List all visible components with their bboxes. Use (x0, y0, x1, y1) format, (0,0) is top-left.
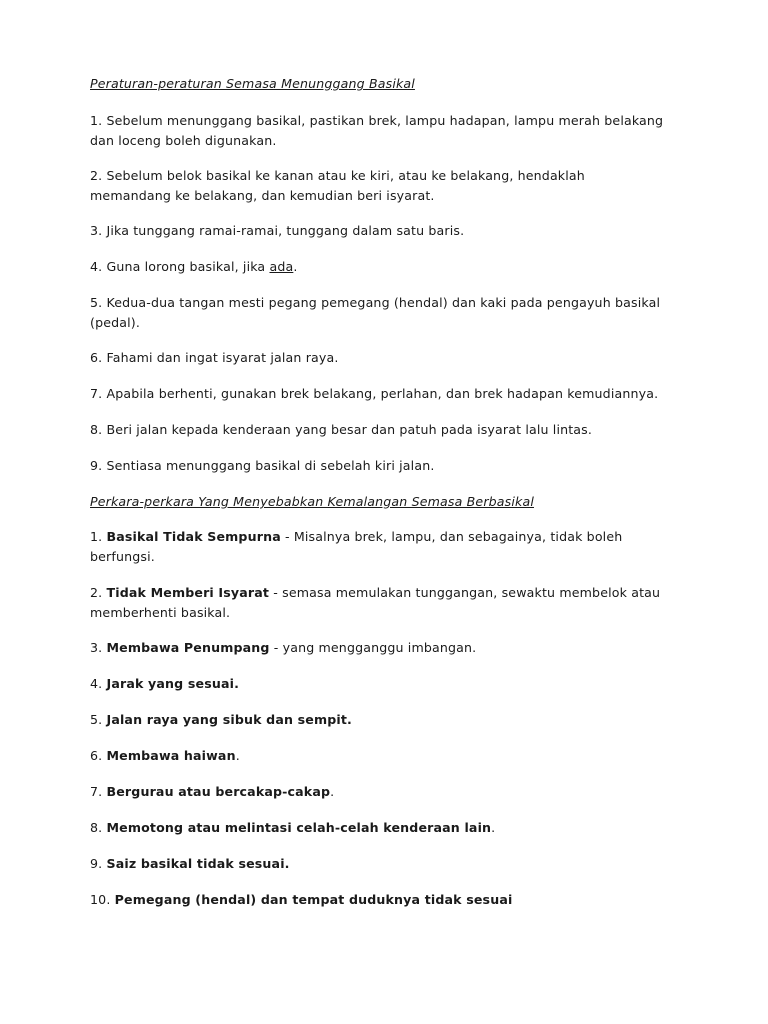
cause-item-6-detail: . (235, 748, 240, 763)
rule-item-3: 3. Jika tunggang ramai-ramai, tunggang dalam satu baris. (90, 223, 465, 238)
rule-item-8: 8. Beri jalan kepada kenderaan yang besar dan patuh pada isyarat lalu lintas. (90, 422, 593, 437)
cause-item-4 (90, 674, 668, 694)
cause-item-8 (90, 818, 668, 838)
cause-item-6 (90, 746, 668, 766)
rule-item-1: 1. Sebelum menunggang basikal, pastikan brek, lampu hadapan, lampu merah belakang dan loceng boleh digunakan. (90, 113, 664, 148)
cause-item-7-detail: . (330, 784, 335, 799)
rule-item-4-end: . (293, 259, 298, 274)
cause-item-8-title: Memotong atau melintasi celah-celah kenderaan lain (106, 820, 492, 835)
cause-item-6-title: Membawa haiwan (106, 748, 236, 763)
cause-item-3-title: Membawa Penumpang (106, 640, 270, 655)
cause-item-3-number: 3. (90, 640, 107, 655)
rule-item-2: 2. Sebelum belok basikal ke kanan atau ke kiri, atau ke belakang, hendaklah memandang ke belakang, dan kemudian beri isyarat. (90, 168, 585, 203)
cause-item-7-number: 7. (90, 784, 107, 799)
section-heading-accidents: Perkara-perkara Yang Menyebabkan Kemalangan Semasa Berbasikal (90, 494, 534, 509)
cause-item-5-number: 5. (90, 712, 107, 727)
cause-item-6-number: 6. (90, 748, 107, 763)
cause-item-2-detail: - semasa memulakan tunggangan, sewaktu membelok atau memberhenti basikal. (90, 585, 661, 620)
cause-item-10-number: 10. (90, 892, 115, 907)
rule-item-4 (90, 257, 668, 277)
cause-item-4-number: 4. (90, 676, 107, 691)
rule-item-4-underlined: ada (269, 259, 294, 274)
cause-item-1-detail: - Misalnya brek, lampu, dan sebagainya, tidak boleh berfungsi. (90, 529, 623, 564)
cause-item-1-title: Basikal Tidak Sempurna (106, 529, 281, 544)
cause-item-8-detail: . (491, 820, 496, 835)
cause-item-2 (90, 583, 668, 623)
cause-item-9-number: 9. (90, 856, 107, 871)
cause-item-1-number: 1. (90, 529, 107, 544)
rule-item-9: 9. Sentiasa menunggang basikal di sebelah kiri jalan. (90, 458, 435, 473)
cause-item-3-detail: - yang mengganggu imbangan. (269, 640, 477, 655)
cause-item-7-title: Bergurau atau bercakap-cakap (106, 784, 331, 799)
cause-item-9 (90, 854, 668, 874)
cause-item-10-title: Pemegang (hendal) dan tempat duduknya tidak sesuai (114, 892, 513, 907)
rule-item-7: 7. Apabila berhenti, gunakan brek belakang, perlahan, dan brek hadapan kemudiannya. (90, 386, 659, 401)
cause-item-9-title: Saiz basikal tidak sesuai. (106, 856, 290, 871)
cause-item-10 (90, 890, 668, 910)
rule-item-6: 6. Fahami dan ingat isyarat jalan raya. (90, 350, 339, 365)
cause-item-7 (90, 782, 668, 802)
cause-item-2-number: 2. (90, 585, 107, 600)
cause-item-5 (90, 710, 668, 730)
cause-item-8-number: 8. (90, 820, 107, 835)
cause-item-5-title: Jalan raya yang sibuk dan sempit. (106, 712, 352, 727)
rule-item-4-text: 4. Guna lorong basikal, jika (90, 259, 270, 274)
section-heading-rules: Peraturan-peraturan Semasa Menunggang Basikal (90, 76, 415, 91)
cause-item-4-title: Jarak yang sesuai. (106, 676, 240, 691)
cause-item-2-title: Tidak Memberi Isyarat (106, 585, 270, 600)
cause-item-1 (90, 527, 668, 567)
cause-item-3 (90, 638, 668, 658)
rule-item-5: 5. Kedua-dua tangan mesti pegang pemegang (hendal) dan kaki pada pengayuh basikal (pedal). (90, 295, 661, 330)
